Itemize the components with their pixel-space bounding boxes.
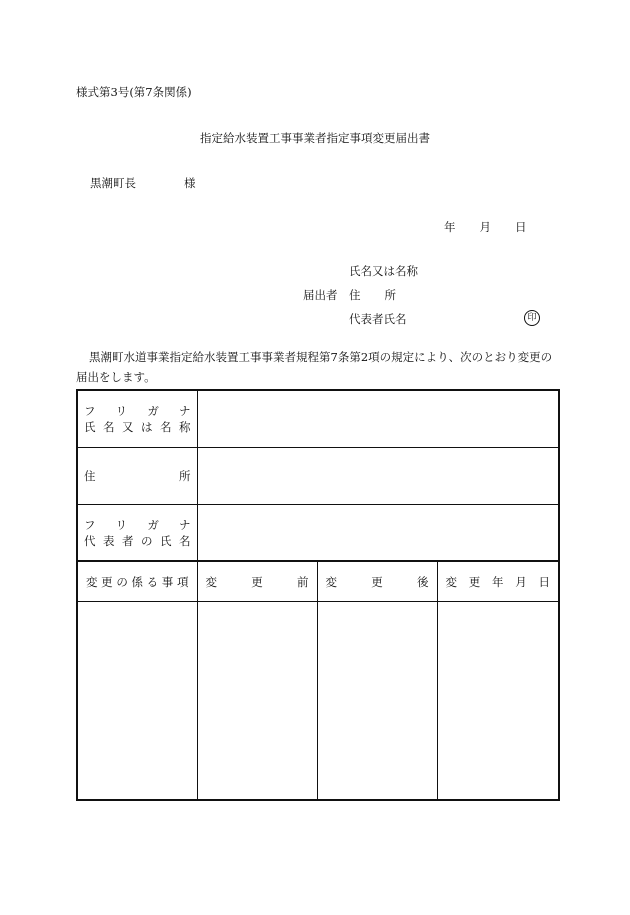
change-item-header <box>77 561 197 601</box>
change-item-field[interactable] <box>77 602 197 801</box>
row-label-line: フ リ ガ ナ <box>84 517 191 532</box>
header-text: 変 更 年 月 日 <box>445 574 550 589</box>
addressee-name: 黒潮町長 <box>90 176 136 190</box>
row-label <box>77 390 197 447</box>
date-year-label: 年 <box>444 220 456 234</box>
row-value-field[interactable] <box>197 447 559 504</box>
change-entry-row <box>77 602 559 801</box>
header-text: 変 更 前 <box>205 574 309 589</box>
date-day-label: 日 <box>515 220 527 234</box>
addressee <box>90 176 196 190</box>
before-change-header <box>197 561 317 601</box>
header-text: 変 更 の 係 る 事 項 <box>86 574 189 589</box>
row-label-line: フ リ ガ ナ <box>84 403 191 418</box>
address-row <box>77 447 559 504</box>
applicant-name-label: 氏名又は名称 <box>349 264 418 278</box>
row-label <box>77 447 197 504</box>
addressee-honorific: 様 <box>184 176 196 190</box>
change-date-header <box>437 561 559 601</box>
row-value-field[interactable] <box>197 390 559 447</box>
representative-row <box>77 504 559 561</box>
row-value-field[interactable] <box>197 504 559 561</box>
notification-form-table <box>76 389 560 801</box>
date-line <box>444 220 527 234</box>
name-row <box>77 390 559 447</box>
applicant-representative-line <box>303 312 407 326</box>
header-text: 変 更 後 <box>325 574 429 589</box>
date-month-label: 月 <box>479 220 491 234</box>
change-header-row <box>77 561 559 601</box>
applicant-address-line <box>303 288 396 302</box>
representative-name-label: 代表者氏名 <box>349 312 407 326</box>
document-title: 指定給水装置工事事業者指定事項変更届出書 <box>200 131 430 145</box>
applicant-name-line <box>303 264 418 278</box>
row-label-line: 代 表 者 の 氏 名 <box>84 533 191 548</box>
change-date-field[interactable] <box>437 602 559 801</box>
after-change-field[interactable] <box>317 602 437 801</box>
applicant-address-label: 住 所 <box>349 288 396 302</box>
before-change-field[interactable] <box>197 602 317 801</box>
applicant-role-label: 届出者 <box>303 288 338 302</box>
form-number: 様式第3号(第7条関係) <box>76 85 192 99</box>
row-label-line: 氏 名 又 は 名 称 <box>84 419 191 434</box>
after-change-header <box>317 561 437 601</box>
body-text: 黒潮町水道事業指定給水装置工事事業者規程第7条第2項の規定により、次のとおり変更の届出をします。 <box>76 350 553 384</box>
seal-icon: 印 <box>524 310 540 326</box>
row-label-line: 住 所 <box>84 468 191 483</box>
row-label <box>77 504 197 561</box>
